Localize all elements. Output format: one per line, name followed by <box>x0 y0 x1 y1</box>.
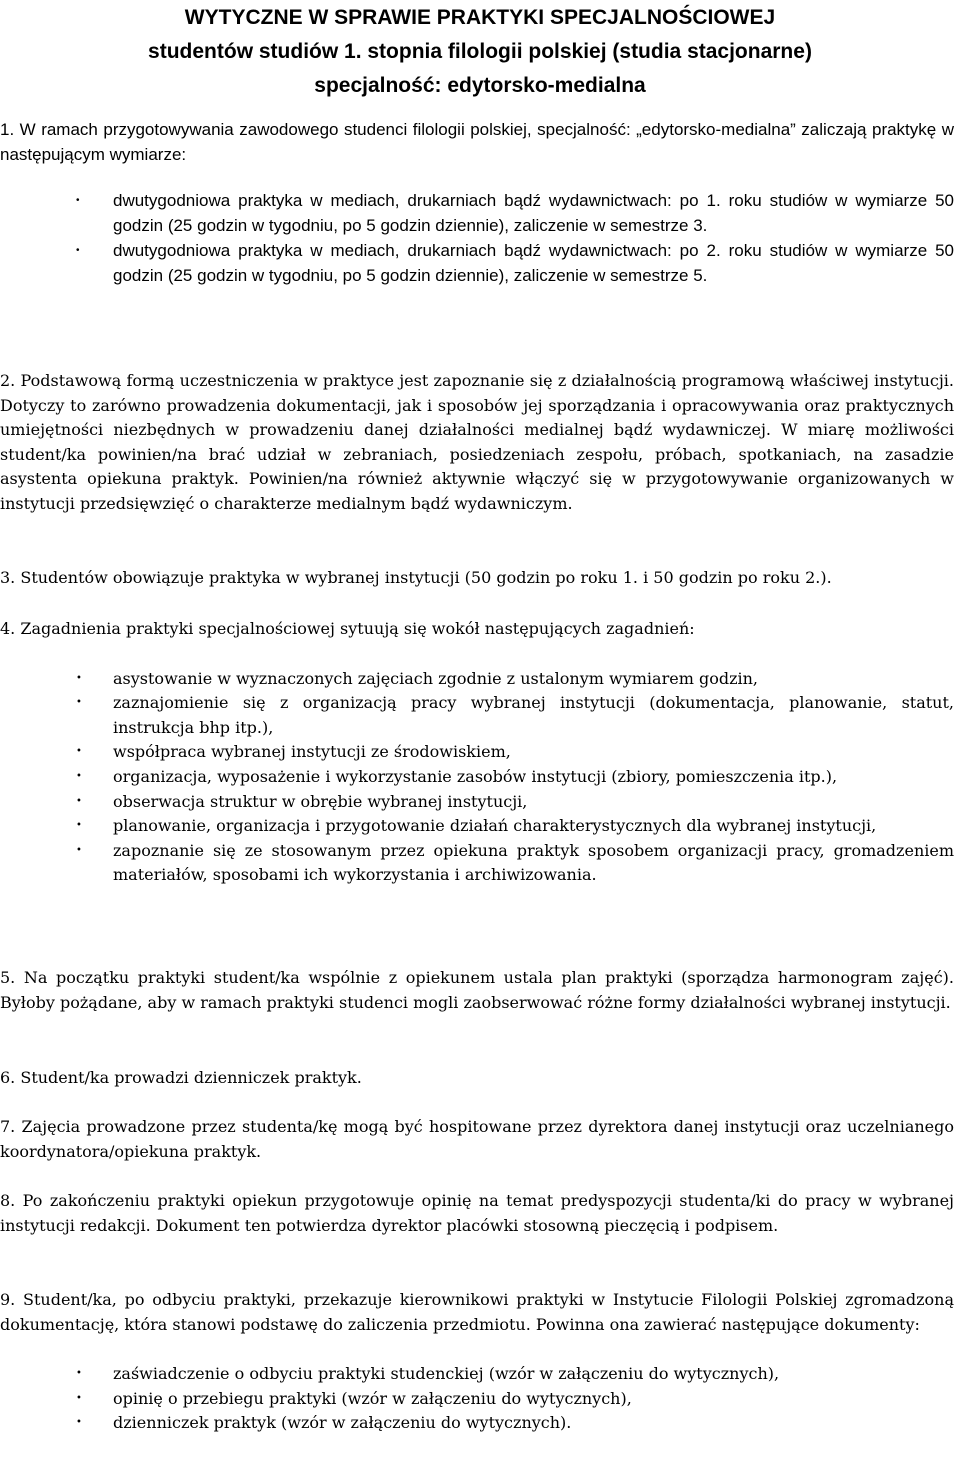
list-item: • asystowanie w wyznaczonych zajęciach zgodnie z ustalonym wymiarem godzin, <box>0 667 954 692</box>
list-item: • planowanie, organizacja i przygotowanie działań charakterystycznych dla wybranej instytucji, <box>0 814 954 839</box>
title-line-3: specjalność: edytorsko-medialna <box>314 74 646 97</box>
section-1 <box>0 117 954 288</box>
list-item: • zaświadczenie o odbyciu praktyki studenckiej (wzór w załączeniu do wytycznych), <box>0 1362 954 1387</box>
list-item: • dwutygodniowa praktyka w mediach, drukarniach bądź wydawnictwach: po 2. roku studiów w wymiarze 50 godzin (25 godzin w tygodniu, po 5 godzin dziennie), zaliczenie w semestrze 5. <box>0 238 954 288</box>
section-7 <box>0 1115 954 1164</box>
list-item: • organizacja, wyposażenie i wykorzystanie zasobów instytucji (zbiory, pomieszczenia itp.), <box>0 765 954 790</box>
list-item: • współpraca wybranej instytucji ze środowiskiem, <box>0 740 954 765</box>
list-item: • opinię o przebiegu praktyki (wzór w załączeniu do wytycznych), <box>0 1387 954 1412</box>
section-3-text: 3. Studentów obowiązuje praktyka w wybranej instytucji (50 godzin po roku 1. i 50 godzin po roku 2.). <box>0 568 832 587</box>
section-4-list <box>0 667 954 888</box>
title-line-2: studentów studiów 1. stopnia filologii polskiej (studia stacjonarne) <box>148 40 812 63</box>
section-2-text: 2. Podstawową formą uczestniczenia w praktyce jest zapoznanie się z działalnością programową właściwej instytucji. Dotyczy to zarówno prowadzenia dokumentacji, jak i sposobów jej sporządzania i opracowywania oraz praktycznych umiejętności niezbędnych w prowadzeniu danej działalności medialnej bądź wydawniczej. W miarę możliwości student/ka powinien/na brać udział w zebraniach, posiedzeniach zespołu, próbach, spotkaniach, na zasadzie asystenta opiekuna praktyk. Powinien/na również aktywnie włączyć się w przygotowywanie organizowanych w instytucji przedsięwzięć o charakterze medialnym bądź wydawniczym. <box>0 371 954 513</box>
bullet-icon: • <box>76 1368 82 1380</box>
section-9-list <box>0 1362 954 1436</box>
section-1-text: 1. W ramach przygotowywania zawodowego studenci filologii polskiej, specjalność: „edytorsko-medialna” zaliczają praktykę w następującym wymiarze: <box>0 120 954 164</box>
bullet-icon: • <box>76 795 82 807</box>
section-2 <box>0 369 954 517</box>
bullet-icon: • <box>76 1392 82 1404</box>
section-6 <box>0 1066 954 1091</box>
bullet-icon: • <box>76 844 82 856</box>
bullet-icon: • <box>76 195 80 206</box>
section-4-text: 4. Zagadnienia praktyki specjalnościowej sytuują się wokół następujących zagadnień: <box>0 619 695 638</box>
section-5-text: 5. Na początku praktyki student/ka wspólnie z opiekunem ustala plan praktyki (sporządza harmonogram zajęć). Byłoby pożądane, aby w ramach praktyki studenci mogli zaobserwować różne formy działalności wybranej instytucji. <box>0 968 954 1012</box>
bullet-icon: • <box>76 770 82 782</box>
section-8-text: 8. Po zakończeniu praktyki opiekun przygotowuje opinię na temat predyspozycji studenta/ki do pracy w wybranej instytucji redakcji. Dokument ten potwierdza dyrektor placówki stosowną pieczęcią i podpisem. <box>0 1191 954 1235</box>
bullet-icon: • <box>76 697 82 709</box>
list-item: • dzienniczek praktyk (wzór w załączeniu do wytycznych). <box>0 1411 954 1436</box>
section-3 <box>0 566 954 591</box>
bullet-icon: • <box>76 1417 82 1429</box>
section-7-text: 7. Zajęcia prowadzone przez studenta/kę mogą być hospitowane przez dyrektora danej instytucji oraz uczelnianego koordynatora/opiekuna praktyk. <box>0 1117 954 1161</box>
bullet-icon: • <box>76 746 82 758</box>
bullet-icon: • <box>76 820 82 832</box>
list-item: • zapoznanie się ze stosowanym przez opiekuna praktyk sposobem organizacji pracy, gromadzeniem materiałów, sposobami ich wykorzystania i archiwizowania. <box>76 840 954 885</box>
section-4 <box>0 617 954 888</box>
section-8 <box>0 1189 954 1238</box>
section-6-text: 6. Student/ka prowadzi dzienniczek praktyk. <box>0 1068 362 1087</box>
bullet-icon: • <box>76 245 80 256</box>
list-item: • zaznajomienie się z organizacją pracy wybranej instytucji (dokumentacja, planowanie, statut, instrukcja bhp itp.), <box>76 693 954 737</box>
list-item: • obserwacja struktur w obrębie wybranej instytucji, <box>0 790 954 815</box>
section-9 <box>0 1288 954 1436</box>
section-9-text: 9. Student/ka, po odbyciu praktyki, przekazuje kierownikowi praktyki w Instytucie Filologii Polskiej zgromadzoną dokumentację, która stanowi podstawę do zaliczenia przedmiotu. Powinna ona zawierać następujące dokumenty: <box>0 1290 954 1334</box>
section-1-list <box>0 188 954 288</box>
bullet-icon: • <box>76 672 82 684</box>
list-item: • dwutygodniowa praktyka w mediach, drukarniach bądź wydawnictwach: po 1. roku studiów w wymiarze 50 godzin (25 godzin w tygodniu, po 5 godzin dziennie), zaliczenie w semestrze 3. <box>0 188 954 238</box>
document-header <box>0 0 960 102</box>
section-5 <box>0 966 954 1015</box>
title-line-1: WYTYCZNE W SPRAWIE PRAKTYKI SPECJALNOŚCIOWEJ <box>184 6 776 29</box>
